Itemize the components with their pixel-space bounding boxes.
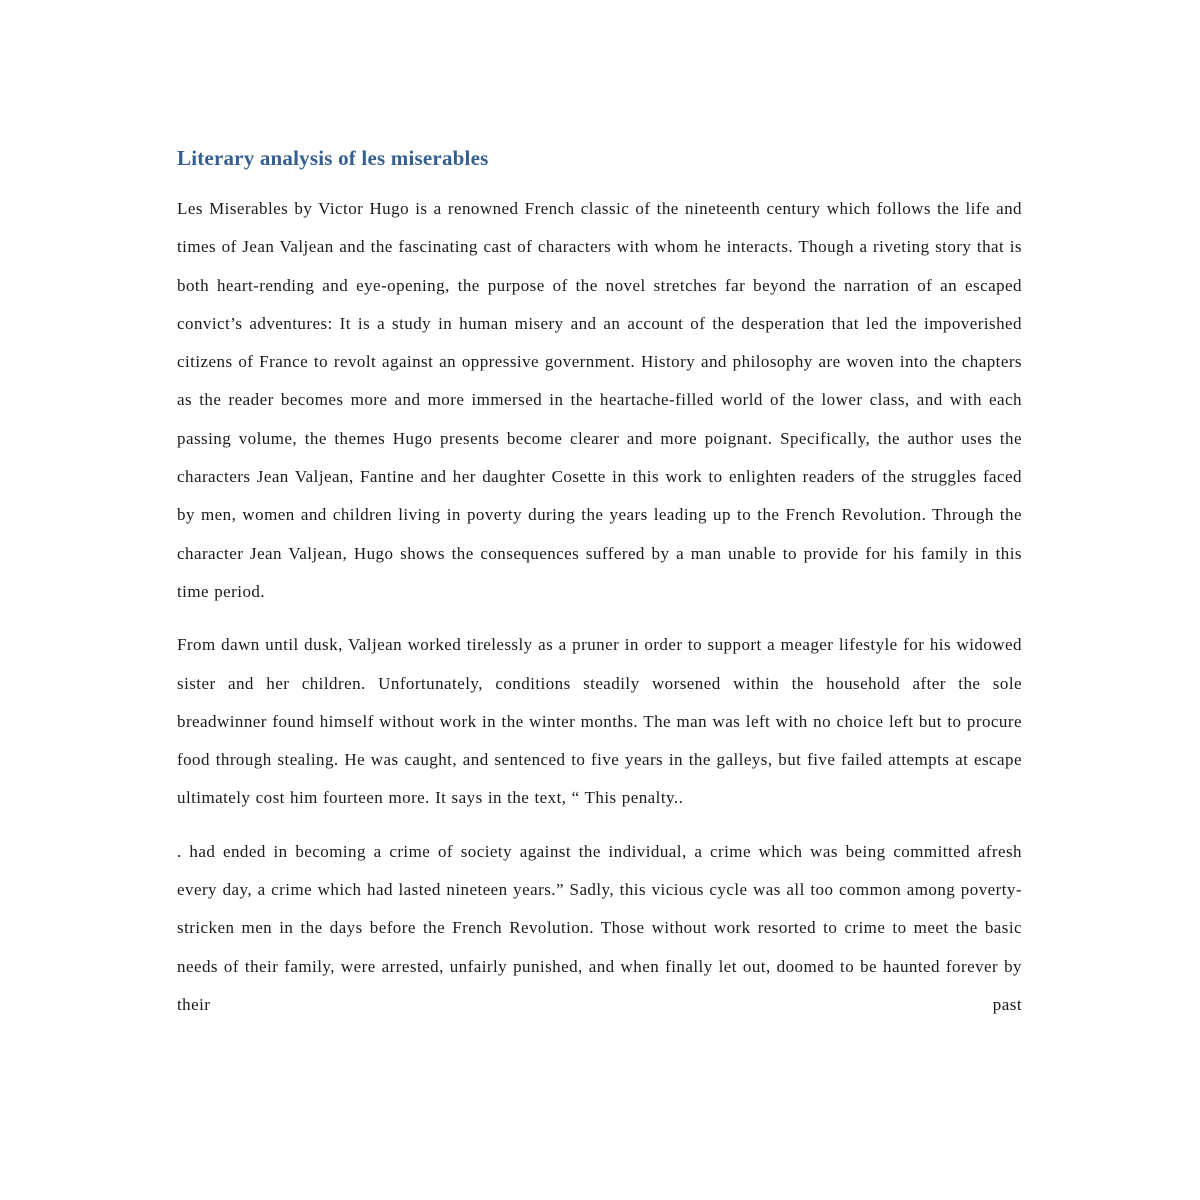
paragraph-intro: Les Miserables by Victor Hugo is a renowned French classic of the nineteenth century which follows the life and times of Jean Valjean and the fascinating cast of characters with whom he interacts. Though a riveting story that is both heart-rending and eye-opening, the purpose of the novel stretches far beyond the narration of an escaped convict’s adventures: It is a study in human misery and an account of the desperation that led the impoverished citizens of France to revolt against an oppressive government. History and philosophy are woven into the chapters as the reader becomes more and more immersed in the heartache-filled world of the lower class, and with each passing volume, the themes Hugo presents become clearer and more poignant. Specifically, the author uses the characters Jean Valjean, Fantine and her daughter Cosette in this work to enlighten readers of the struggles faced by men, women and children living in poverty during the years leading up to the French Revolution. Through the character Jean Valjean, Hugo shows the consequences suffered by a man unable to provide for his family in this time period.	[177, 199, 1022, 601]
paragraph-valjean: From dawn until dusk, Valjean worked tirelessly as a pruner in order to support a meager lifestyle for his widowed sister and her children. Unfortunately, conditions steadily worsened within the household after the sole breadwinner found himself without work in the winter months. The man was left with no choice left but to procure food through stealing. He was caught, and sentenced to five years in the galleys, but five failed attempts at escape ultimately cost him fourteen more. It says in the text, “ This penalty..	[177, 635, 1022, 808]
document-title: Literary analysis of les miserables	[177, 146, 489, 170]
paragraph-penalty: . had ended in becoming a crime of society against the individual, a crime which was being committed afresh every day, a crime which had lasted nineteen years.” Sadly, this vicious cycle was all too common among poverty-stricken men in the days before the French Revolution. Those without work resorted to crime to meet the basic needs of their family, were arrested, unfairly punished, and when finally let out, doomed to be haunted forever by their past	[177, 841, 1022, 1014]
document-page	[177, 140, 1022, 1024]
